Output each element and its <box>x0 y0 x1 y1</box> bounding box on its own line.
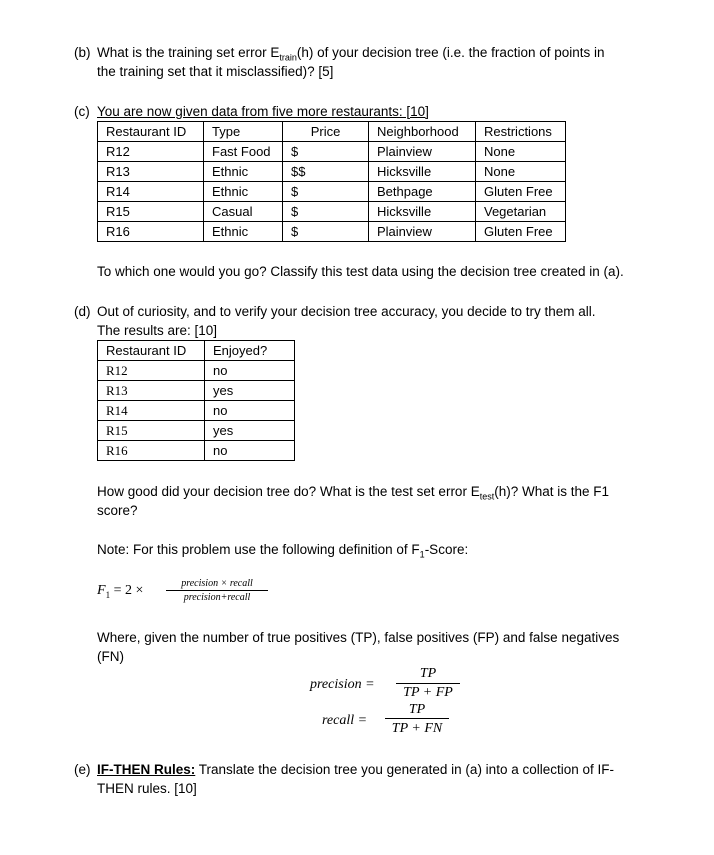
part-d-q-post: (h)? What is the F1 <box>494 484 610 499</box>
table-cell: no <box>205 361 295 381</box>
table-cell: Ethnic <box>204 222 283 242</box>
header-cell: Enjoyed? <box>205 341 295 361</box>
precision-fraction <box>396 665 460 702</box>
table-cell: $ <box>283 222 369 242</box>
f1-note-post: -Score: <box>424 542 469 557</box>
part-b-text-post: (h) of your decision tree (i.e. the fraction of points in <box>296 45 605 60</box>
part-d-question-line1 <box>97 483 609 506</box>
table-cell: no <box>205 441 295 461</box>
table-cell: Fast Food <box>204 142 283 162</box>
f1-denominator: precision+recall <box>166 590 268 604</box>
f1-note-subscript: 1 <box>419 549 425 560</box>
header-cell: Restrictions <box>476 122 566 142</box>
recall-denominator: TP + FN <box>385 718 449 739</box>
where-line1: Where, given the number of true positives (TP), false positives (FP) and false negatives <box>97 630 620 645</box>
precision-denominator: TP + FP <box>396 683 460 702</box>
table-cell: None <box>476 142 566 162</box>
table-cell: R13 <box>98 162 204 182</box>
f1-fraction <box>166 577 268 604</box>
f1-note <box>97 541 468 564</box>
table-row <box>98 381 295 401</box>
part-c-label: (c) <box>74 104 90 119</box>
part-e-line1 <box>97 761 614 778</box>
part-e-text1: Translate the decision tree you generated in (a) into a collection of IF- <box>195 762 614 777</box>
part-d-label: (d) <box>74 304 91 319</box>
table-cell: R13 <box>98 381 205 401</box>
table-cell: $ <box>283 142 369 162</box>
f1-symbol: F <box>97 583 106 598</box>
f1-numerator: precision × recall <box>181 578 253 589</box>
table-row <box>98 421 295 441</box>
table-row <box>98 182 566 202</box>
table-cell: Plainview <box>369 222 476 242</box>
f1-formula-lhs <box>97 583 143 600</box>
table-cell: yes <box>205 381 295 401</box>
table-cell: $$ <box>283 162 369 182</box>
recall-fraction <box>385 702 449 739</box>
part-b-text-pre: What is the training set error E <box>97 45 280 60</box>
part-b-question-line2: the training set that it misclassified)? [5] <box>97 64 334 79</box>
table-cell: $ <box>283 182 369 202</box>
table-cell: R15 <box>98 421 205 441</box>
precision-numerator: TP <box>419 666 437 681</box>
table-cell: $ <box>283 202 369 222</box>
table-cell: Vegetarian <box>476 202 566 222</box>
header-cell: Price <box>283 122 369 142</box>
header-cell: Neighborhood <box>369 122 476 142</box>
table-row <box>98 162 566 182</box>
table-cell: no <box>205 401 295 421</box>
part-c-intro: You are now given data from five more restaurants: [10] <box>97 104 429 119</box>
where-line2: (FN) <box>97 649 124 664</box>
header-cell: Restaurant ID <box>98 122 204 142</box>
part-c-question: To which one would you go? Classify this test data using the decision tree created in (a). <box>97 264 624 279</box>
table-cell: R16 <box>98 222 204 242</box>
table-cell: Gluten Free <box>476 182 566 202</box>
table-row <box>98 202 566 222</box>
part-b-label: (b) <box>74 45 91 60</box>
table-row <box>98 142 566 162</box>
results-table <box>97 340 295 461</box>
recall-label: recall = <box>322 713 368 728</box>
table-cell: Hicksville <box>369 202 476 222</box>
table-cell: R16 <box>98 441 205 461</box>
part-d-question-line2: score? <box>97 503 138 518</box>
table-cell: R14 <box>98 182 204 202</box>
table-cell: R15 <box>98 202 204 222</box>
table-cell: R12 <box>98 361 205 381</box>
table-cell: Casual <box>204 202 283 222</box>
table-row <box>98 401 295 421</box>
table-cell: R12 <box>98 142 204 162</box>
table-cell: Ethnic <box>204 182 283 202</box>
header-cell: Restaurant ID <box>98 341 205 361</box>
part-e-heading: IF-THEN Rules: <box>97 762 196 777</box>
part-d-intro-line1: Out of curiosity, and to verify your decision tree accuracy, you decide to try them all. <box>97 304 596 319</box>
table-cell: Plainview <box>369 142 476 162</box>
table-cell: Bethpage <box>369 182 476 202</box>
recall-numerator: TP <box>408 702 426 717</box>
part-b-subscript: train <box>279 52 297 63</box>
table-row <box>98 222 566 242</box>
part-d-q-subscript: test <box>479 491 495 502</box>
restaurants-table <box>97 121 566 242</box>
part-d-intro-line2: The results are: [10] <box>97 323 218 338</box>
table-row <box>98 441 295 461</box>
f1-note-pre: Note: For this problem use the following definition of F <box>97 542 420 557</box>
table-cell: None <box>476 162 566 182</box>
table-row <box>98 361 295 381</box>
f1-multiplier: = 2 × <box>113 583 144 598</box>
table-cell: R14 <box>98 401 205 421</box>
table-header-row <box>98 122 566 142</box>
table-cell: Gluten Free <box>476 222 566 242</box>
table-cell: Ethnic <box>204 162 283 182</box>
f1-symbol-subscript: 1 <box>105 589 111 600</box>
table-header-row <box>98 341 295 361</box>
header-cell: Type <box>204 122 283 142</box>
part-e-line2: THEN rules. [10] <box>97 781 197 796</box>
table-cell: yes <box>205 421 295 441</box>
part-e-label: (e) <box>74 762 91 777</box>
precision-label: precision = <box>310 677 375 692</box>
table-cell: Hicksville <box>369 162 476 182</box>
part-d-q-pre: How good did your decision tree do? What is the test set error E <box>97 484 480 499</box>
